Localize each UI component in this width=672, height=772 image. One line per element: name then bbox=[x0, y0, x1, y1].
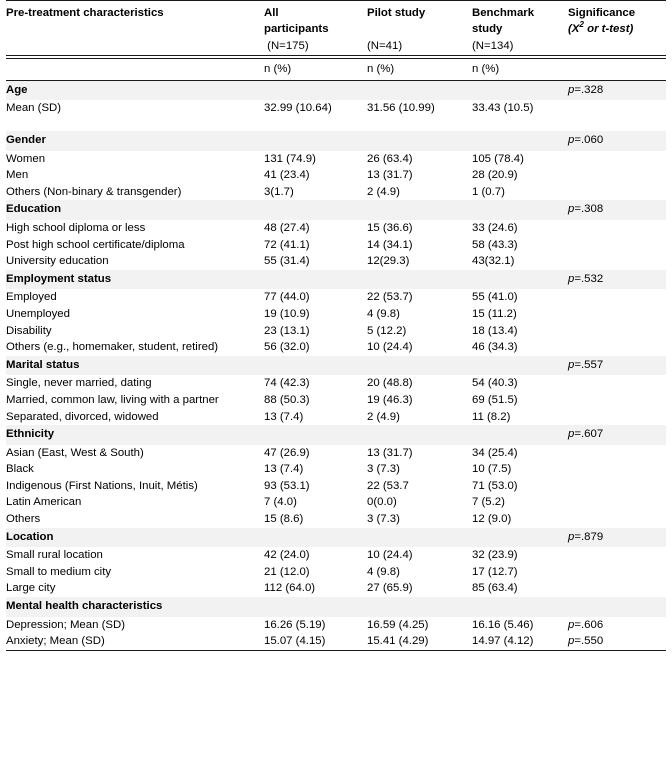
table-row bbox=[6, 392, 666, 409]
row-label: Latin American bbox=[6, 496, 82, 509]
row-pilot-study: 4 (9.8) bbox=[367, 565, 400, 578]
units-all-participants: n (%) bbox=[264, 63, 292, 76]
section-significance: p=.879 bbox=[568, 528, 666, 548]
row-all-participants: 23 (13.1) bbox=[264, 324, 310, 337]
row-benchmark-study: 55 (41.0) bbox=[472, 291, 518, 304]
units-row bbox=[6, 59, 666, 81]
table-body bbox=[6, 1, 666, 651]
row-benchmark-study: 34 (25.4) bbox=[472, 446, 518, 459]
section-benchmark-blank bbox=[472, 131, 568, 151]
row-pilot-study: 22 (53.7) bbox=[367, 291, 413, 304]
row-benchmark-study: 54 (40.3) bbox=[472, 377, 518, 390]
header-pilot-study: Pilot study (N=41) bbox=[367, 7, 426, 52]
table-row bbox=[6, 253, 666, 270]
row-label: Married, common law, living with a partner bbox=[6, 393, 219, 406]
row-all-participants: 77 (44.0) bbox=[264, 291, 310, 304]
row-all-participants: 16.26 (5.19) bbox=[264, 618, 326, 631]
row-all-participants: 3(1.7) bbox=[264, 185, 294, 198]
row-label: High school diploma or less bbox=[6, 221, 146, 234]
row-significance bbox=[568, 167, 666, 184]
table-row bbox=[6, 151, 666, 168]
row-all-participants: 56 (32.0) bbox=[264, 341, 310, 354]
section-name: Ethnicity bbox=[6, 425, 264, 445]
row-pilot-study: 19 (46.3) bbox=[367, 393, 413, 406]
spacer-row bbox=[6, 117, 666, 131]
row-label: Single, never married, dating bbox=[6, 377, 152, 390]
row-label: Others (e.g., homemaker, student, retired) bbox=[6, 341, 219, 354]
section-pilot-blank bbox=[367, 81, 472, 101]
row-label: Mean (SD) bbox=[6, 102, 62, 115]
row-pilot-study: 0(0.0) bbox=[367, 496, 397, 509]
row-pilot-study: 10 (24.4) bbox=[367, 549, 413, 562]
section-significance: p=.308 bbox=[568, 200, 666, 220]
row-label: Black bbox=[6, 463, 34, 476]
section-heading-row bbox=[6, 270, 666, 290]
row-label: Men bbox=[6, 169, 29, 182]
row-benchmark-study: 18 (13.4) bbox=[472, 324, 518, 337]
row-pilot-study: 3 (7.3) bbox=[367, 463, 400, 476]
section-significance: p=.532 bbox=[568, 270, 666, 290]
row-label: Post high school certificate/diploma bbox=[6, 238, 185, 251]
row-all-participants: 55 (31.4) bbox=[264, 255, 310, 268]
table-row bbox=[6, 289, 666, 306]
row-benchmark-study: 43(32.1) bbox=[472, 255, 515, 268]
row-significance bbox=[568, 220, 666, 237]
row-label: Small to medium city bbox=[6, 565, 112, 578]
row-benchmark-study: 14.97 (4.12) bbox=[472, 635, 534, 648]
table-row bbox=[6, 306, 666, 323]
section-heading-row bbox=[6, 200, 666, 220]
row-label: Depression; Mean (SD) bbox=[6, 618, 126, 631]
row-pilot-study: 27 (65.9) bbox=[367, 582, 413, 595]
row-label: Large city bbox=[6, 582, 56, 595]
units-significance bbox=[568, 59, 666, 81]
section-pilot-blank bbox=[367, 528, 472, 548]
section-all-blank bbox=[264, 131, 367, 151]
units-characteristics bbox=[6, 59, 264, 81]
row-benchmark-study: 46 (34.3) bbox=[472, 341, 518, 354]
row-all-participants: 72 (41.1) bbox=[264, 238, 310, 251]
table-row bbox=[6, 445, 666, 462]
row-significance bbox=[568, 478, 666, 495]
table-row bbox=[6, 494, 666, 511]
row-benchmark-study: 58 (43.3) bbox=[472, 238, 518, 251]
row-label: Anxiety; Mean (SD) bbox=[6, 635, 105, 648]
row-all-participants: 42 (24.0) bbox=[264, 549, 310, 562]
row-benchmark-study: 71 (53.0) bbox=[472, 479, 518, 492]
section-benchmark-blank bbox=[472, 200, 568, 220]
row-benchmark-study: 1 (0.7) bbox=[472, 185, 505, 198]
row-pilot-study: 20 (48.8) bbox=[367, 377, 413, 390]
section-heading-row bbox=[6, 425, 666, 445]
section-all-blank bbox=[264, 356, 367, 376]
section-benchmark-blank bbox=[472, 81, 568, 101]
row-significance bbox=[568, 323, 666, 340]
row-pilot-study: 16.59 (4.25) bbox=[367, 618, 429, 631]
row-label: Unemployed bbox=[6, 307, 70, 320]
section-name: Gender bbox=[6, 131, 264, 151]
row-significance bbox=[568, 392, 666, 409]
section-significance: p=.060 bbox=[568, 131, 666, 151]
section-significance: p=.607 bbox=[568, 425, 666, 445]
table-header-row bbox=[6, 1, 666, 56]
row-pilot-study: 2 (4.9) bbox=[367, 410, 400, 423]
row-benchmark-study: 32 (23.9) bbox=[472, 549, 518, 562]
section-benchmark-blank bbox=[472, 528, 568, 548]
section-benchmark-blank bbox=[472, 597, 568, 617]
row-benchmark-study: 28 (20.9) bbox=[472, 169, 518, 182]
row-significance bbox=[568, 494, 666, 511]
section-name: Mental health characteristics bbox=[6, 597, 264, 617]
row-label: Others (Non-binary & transgender) bbox=[6, 185, 182, 198]
row-significance bbox=[568, 445, 666, 462]
header-characteristics: Pre-treatment characteristics bbox=[6, 7, 164, 19]
row-pilot-study: 13 (31.7) bbox=[367, 169, 413, 182]
table-row bbox=[6, 375, 666, 392]
row-pilot-study: 31.56 (10.99) bbox=[367, 102, 435, 115]
section-name: Education bbox=[6, 200, 264, 220]
row-benchmark-study: 10 (7.5) bbox=[472, 463, 512, 476]
row-pilot-study: 13 (31.7) bbox=[367, 446, 413, 459]
section-pilot-blank bbox=[367, 597, 472, 617]
section-benchmark-blank bbox=[472, 270, 568, 290]
section-significance: p=.328 bbox=[568, 81, 666, 101]
row-all-participants: 32.99 (10.64) bbox=[264, 102, 332, 115]
row-benchmark-study: 69 (51.5) bbox=[472, 393, 518, 406]
row-significance bbox=[568, 375, 666, 392]
row-label: University education bbox=[6, 255, 109, 268]
section-benchmark-blank bbox=[472, 356, 568, 376]
table-row bbox=[6, 167, 666, 184]
section-heading-row bbox=[6, 356, 666, 376]
table-row bbox=[6, 323, 666, 340]
row-significance bbox=[568, 580, 666, 597]
units-benchmark-study: n (%) bbox=[472, 63, 500, 76]
table-row bbox=[6, 184, 666, 201]
section-name: Marital status bbox=[6, 356, 264, 376]
section-name: Age bbox=[6, 81, 264, 101]
section-pilot-blank bbox=[367, 131, 472, 151]
section-heading-row bbox=[6, 81, 666, 101]
row-all-participants: 21 (12.0) bbox=[264, 565, 310, 578]
row-all-participants: 7 (4.0) bbox=[264, 496, 297, 509]
row-label: Women bbox=[6, 152, 46, 165]
row-pilot-study: 5 (12.2) bbox=[367, 324, 407, 337]
section-significance: p=.557 bbox=[568, 356, 666, 376]
row-significance bbox=[568, 339, 666, 356]
row-pilot-study: 22 (53.7 bbox=[367, 479, 409, 492]
row-pilot-study: 15 (36.6) bbox=[367, 221, 413, 234]
row-all-participants: 93 (53.1) bbox=[264, 479, 310, 492]
row-all-participants: 13 (7.4) bbox=[264, 463, 304, 476]
section-all-blank bbox=[264, 81, 367, 101]
row-all-participants: 74 (42.3) bbox=[264, 377, 310, 390]
section-all-blank bbox=[264, 528, 367, 548]
row-significance: p=.550 bbox=[568, 635, 604, 648]
row-pilot-study: 15.41 (4.29) bbox=[367, 635, 429, 648]
row-pilot-study: 10 (24.4) bbox=[367, 341, 413, 354]
row-benchmark-study: 33.43 (10.5) bbox=[472, 102, 534, 115]
section-all-blank bbox=[264, 597, 367, 617]
row-pilot-study: 26 (63.4) bbox=[367, 152, 413, 165]
row-pilot-study: 4 (9.8) bbox=[367, 307, 400, 320]
header-significance: Significance ($X^2$ or t-test) bbox=[568, 7, 636, 36]
row-significance bbox=[568, 151, 666, 168]
section-heading-row bbox=[6, 528, 666, 548]
row-all-participants: 47 (26.9) bbox=[264, 446, 310, 459]
row-significance bbox=[568, 511, 666, 528]
spacer-cell bbox=[6, 117, 666, 131]
section-pilot-blank bbox=[367, 270, 472, 290]
section-name: Employment status bbox=[6, 270, 264, 290]
row-pilot-study: 14 (34.1) bbox=[367, 238, 413, 251]
row-benchmark-study: 33 (24.6) bbox=[472, 221, 518, 234]
row-benchmark-study: 11 (8.2) bbox=[472, 410, 511, 423]
row-label: Disability bbox=[6, 324, 52, 337]
section-all-blank bbox=[264, 270, 367, 290]
row-all-participants: 15.07 (4.15) bbox=[264, 635, 326, 648]
table-row bbox=[6, 237, 666, 254]
table-row bbox=[6, 461, 666, 478]
row-pilot-study: 12(29.3) bbox=[367, 255, 410, 268]
row-benchmark-study: 17 (12.7) bbox=[472, 565, 518, 578]
row-pilot-study: 2 (4.9) bbox=[367, 185, 400, 198]
row-all-participants: 15 (8.6) bbox=[264, 513, 304, 526]
row-benchmark-study: 16.16 (5.46) bbox=[472, 618, 534, 631]
table-row bbox=[6, 478, 666, 495]
bottom-rule bbox=[6, 650, 666, 651]
row-significance bbox=[568, 289, 666, 306]
row-significance bbox=[568, 253, 666, 270]
row-label: Asian (East, West & South) bbox=[6, 446, 144, 459]
row-significance bbox=[568, 306, 666, 323]
row-significance bbox=[568, 100, 666, 117]
row-significance bbox=[568, 461, 666, 478]
row-benchmark-study: 12 (9.0) bbox=[472, 513, 512, 526]
row-all-participants: 112 (64.0) bbox=[264, 582, 316, 595]
row-benchmark-study: 7 (5.2) bbox=[472, 496, 505, 509]
row-label: Separated, divorced, widowed bbox=[6, 410, 159, 423]
section-pilot-blank bbox=[367, 200, 472, 220]
table-row bbox=[6, 409, 666, 426]
section-pilot-blank bbox=[367, 425, 472, 445]
table-row bbox=[6, 633, 666, 650]
row-label: Indigenous (First Nations, Inuit, Métis) bbox=[6, 479, 198, 492]
row-all-participants: 88 (50.3) bbox=[264, 393, 310, 406]
table-row bbox=[6, 220, 666, 237]
section-all-blank bbox=[264, 425, 367, 445]
bottom-rule-cell bbox=[6, 650, 666, 651]
row-significance bbox=[568, 547, 666, 564]
row-label: Small rural location bbox=[6, 549, 103, 562]
table-row bbox=[6, 617, 666, 634]
header-all-participants: All participants (N=175) bbox=[264, 7, 329, 52]
section-heading-row bbox=[6, 131, 666, 151]
row-all-participants: 48 (27.4) bbox=[264, 221, 310, 234]
row-all-participants: 19 (10.9) bbox=[264, 307, 310, 320]
row-label: Others bbox=[6, 513, 41, 526]
row-all-participants: 131 (74.9) bbox=[264, 152, 316, 165]
table-row bbox=[6, 339, 666, 356]
row-pilot-study: 3 (7.3) bbox=[367, 513, 400, 526]
table-row bbox=[6, 511, 666, 528]
section-all-blank bbox=[264, 200, 367, 220]
table-row bbox=[6, 100, 666, 117]
row-significance bbox=[568, 409, 666, 426]
section-benchmark-blank bbox=[472, 425, 568, 445]
pre-treatment-characteristics-table bbox=[6, 0, 666, 651]
section-significance bbox=[568, 597, 666, 617]
row-all-participants: 13 (7.4) bbox=[264, 410, 304, 423]
row-benchmark-study: 15 (11.2) bbox=[472, 307, 517, 320]
row-all-participants: 41 (23.4) bbox=[264, 169, 310, 182]
table-row bbox=[6, 564, 666, 581]
row-significance: p=.606 bbox=[568, 618, 604, 631]
row-significance bbox=[568, 564, 666, 581]
row-benchmark-study: 105 (78.4) bbox=[472, 152, 524, 165]
row-significance bbox=[568, 237, 666, 254]
section-heading-row bbox=[6, 597, 666, 617]
row-label: Employed bbox=[6, 291, 57, 304]
table-row bbox=[6, 547, 666, 564]
units-pilot-study: n (%) bbox=[367, 63, 395, 76]
row-significance bbox=[568, 184, 666, 201]
row-benchmark-study: 85 (63.4) bbox=[472, 582, 518, 595]
section-pilot-blank bbox=[367, 356, 472, 376]
table-row bbox=[6, 580, 666, 597]
section-name: Location bbox=[6, 528, 264, 548]
header-benchmark-study: Benchmark study (N=134) bbox=[472, 7, 535, 52]
